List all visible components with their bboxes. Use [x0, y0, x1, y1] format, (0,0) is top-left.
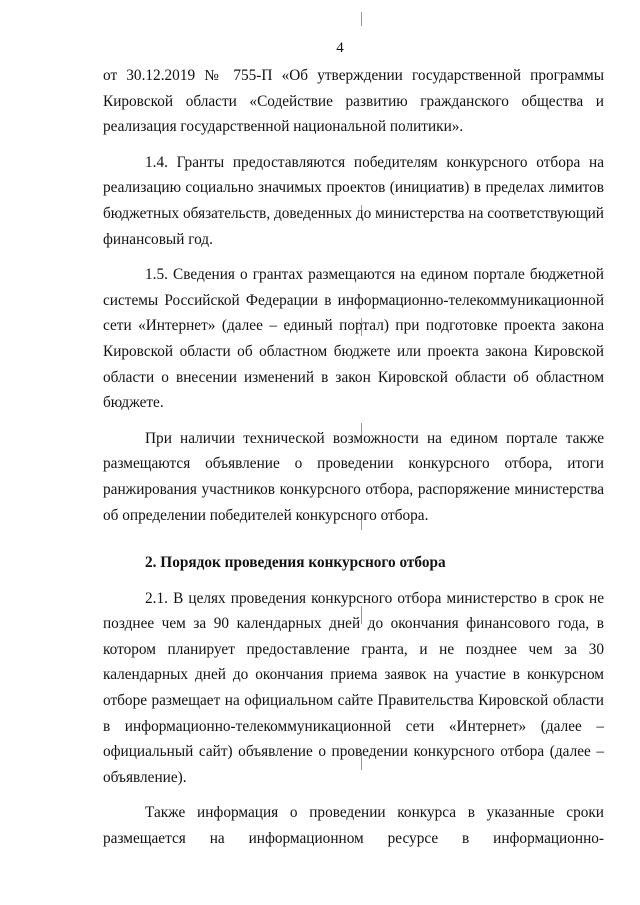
paragraph-1-5: 1.5. Сведения о грантах размещаются на едином портале бюджетной системы Российской Федерации в информационно-телекоммуникационной сети «Интернет» (далее – единый портал) при подготовке проекта закона Кировской области об областном бюджете или проекта закона Кировской области о внесении изменений в закон Кировской области об областном бюджете.: [103, 266, 604, 412]
paragraph-also: Также информация о проведении конкурса в указанные сроки размещается на информационном ресурсе в информационно-: [103, 804, 604, 848]
paragraph-1-4: 1.4. Гранты предоставляются победителям конкурсного отбора на реализацию социально значимых проектов (инициатив) в пределах лимитов бюджетных обязательств, доведенных до министерства на соответствующий финансовый год.: [103, 153, 604, 248]
fold-mark-top: [361, 12, 362, 26]
paragraph-intro: от 30.12.2019 № 755-П «Об утверждении государственной программы Кировской области «Содействие развитию гражданского общества и реализация государственной национальной политики».: [103, 67, 604, 136]
page-number: 4: [336, 40, 344, 56]
document-body: [103, 63, 604, 852]
section-heading-2: 2. Порядок проведения конкурсного отбора: [145, 554, 446, 572]
paragraph-portal: При наличии технической возможности на едином портале также размещаются объявление о проведении конкурсного отбора, итоги ранжирования участников конкурсного отбора, распоряжение министерства об определении победителей конкурсного отбора.: [103, 429, 604, 524]
paragraph-2-1: 2.1. В целях проведения конкурсного отбора министерство в срок не позднее чем за 90 календарных дней до окончания финансового года, в котором планирует предоставление гранта, и не позднее чем за 30 календарных дней до окончания приема заявок на участие в конкурсном отборе размещает на официальном сайте Правительства Кировской области в информационно-телекоммуникационной сети «Интернет» (далее – официальный сайт) объявление о проведении конкурсного отбора (далее – объявление).: [103, 589, 604, 786]
